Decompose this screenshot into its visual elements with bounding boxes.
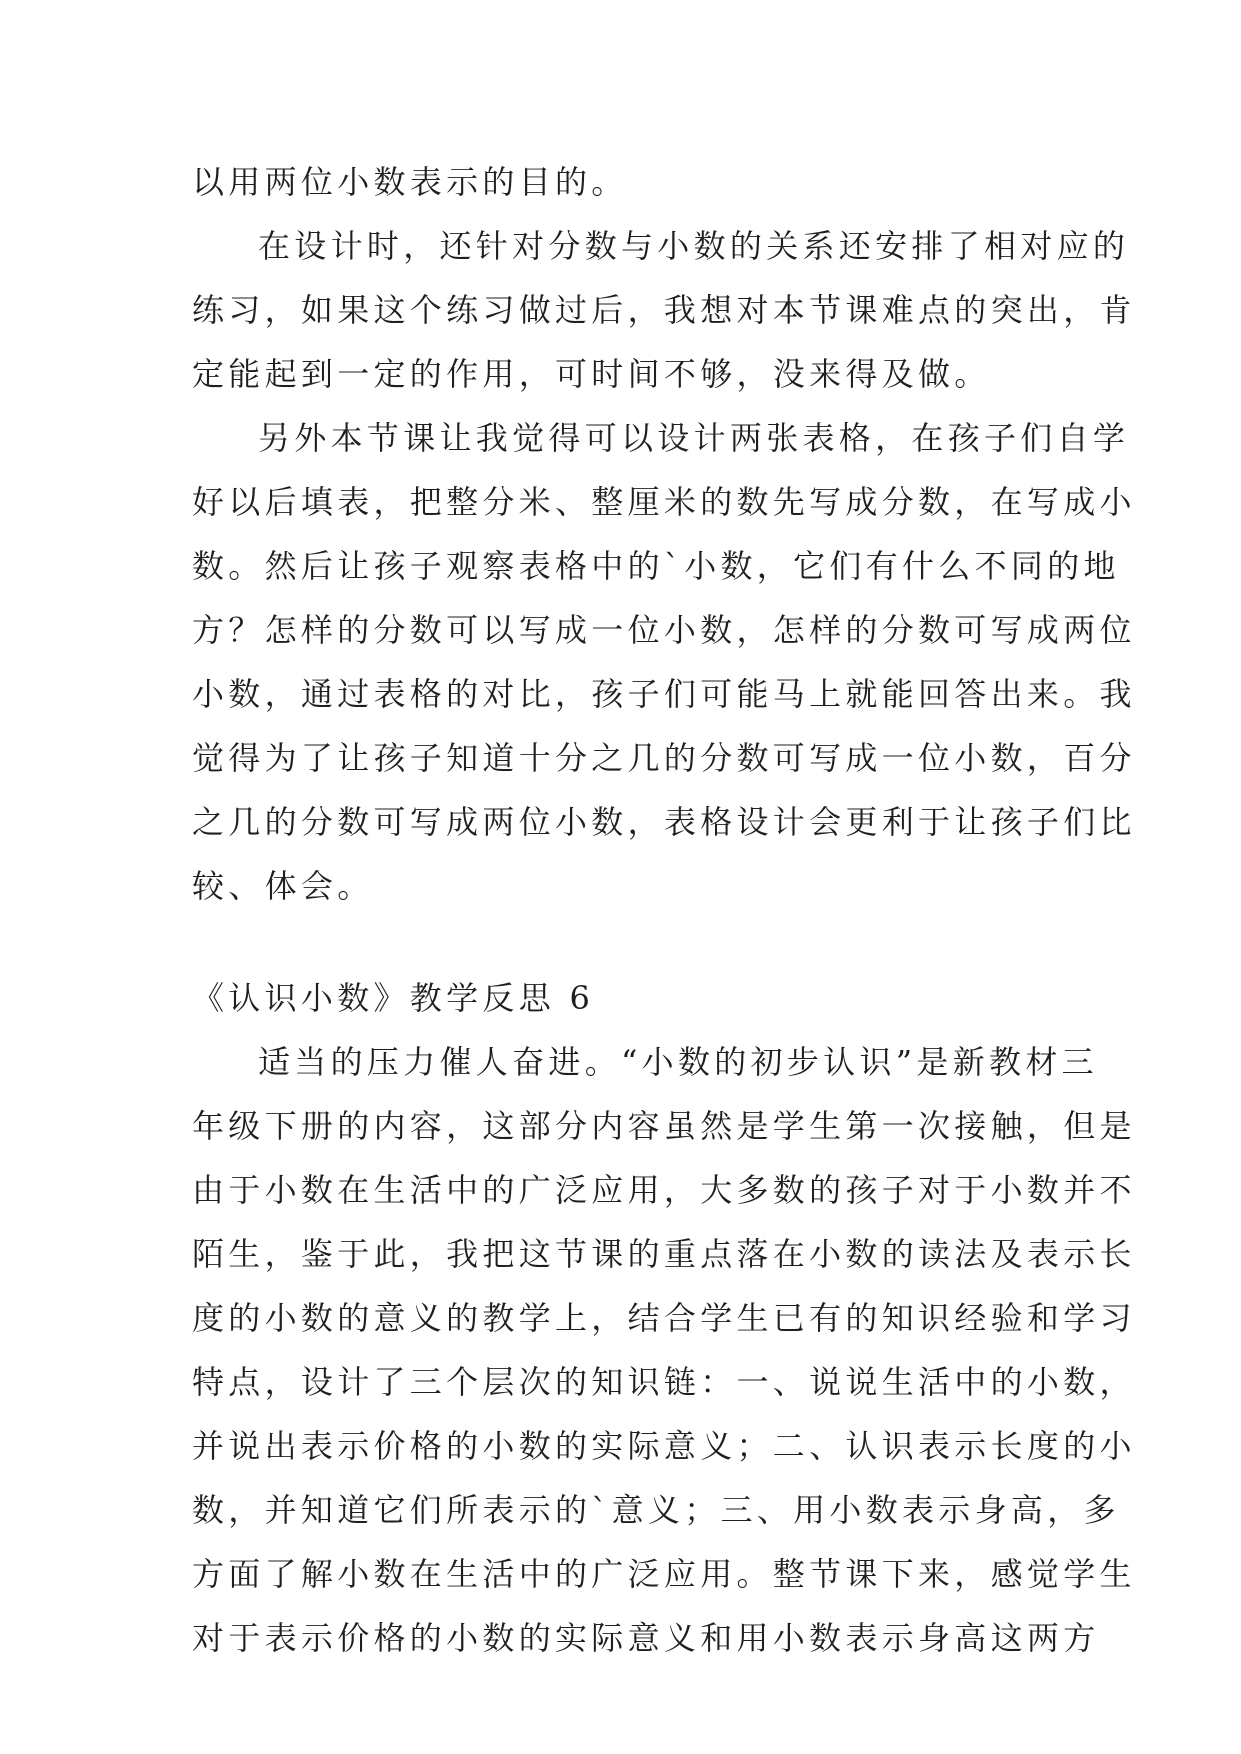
paragraph-line: 年级下册的内容，这部分内容虽然是学生第一次接触，但是: [192, 1107, 1136, 1145]
paragraph-line: 对于表示价格的小数的实际意义和用小数表示身高这两方: [192, 1619, 1100, 1657]
section-title: 《认识小数》教学反思 6: [192, 979, 595, 1017]
paragraph-line: 适当的压力催人奋进。“小数的初步认识”是新教材三: [258, 1043, 1098, 1081]
paragraph-line: 数，并知道它们所表示的`意义；三、用小数表示身高，多: [192, 1491, 1120, 1529]
paragraph-line: 由于小数在生活中的广泛应用，大多数的孩子对于小数并不: [192, 1171, 1136, 1209]
paragraph-line: 在设计时，还针对分数与小数的关系还安排了相对应的: [258, 227, 1130, 265]
section-gap: [192, 918, 1051, 966]
section-1-body: [192, 150, 1136, 918]
paragraph-line: 并说出表示价格的小数的实际意义；二、认识表示长度的小: [192, 1427, 1136, 1465]
paragraph-line: 数。然后让孩子观察表格中的`小数，它们有什么不同的地: [192, 547, 1120, 585]
paragraph-line: 练习，如果这个练习做过后，我想对本节课难点的突出，肯: [192, 291, 1136, 329]
paragraph-line: 觉得为了让孩子知道十分之几的分数可写成一位小数，百分: [192, 739, 1136, 777]
section-2: [192, 966, 1136, 1670]
paragraph-line: 陌生，鉴于此，我把这节课的重点落在小数的读法及表示长: [192, 1235, 1136, 1273]
paragraph-line: 方？怎样的分数可以写成一位小数，怎样的分数可写成两位: [192, 611, 1136, 649]
paragraph-line: 小数，通过表格的对比，孩子们可能马上就能回答出来。我: [192, 675, 1136, 713]
paragraph-line: 定能起到一定的作用，可时间不够，没来得及做。: [192, 355, 991, 393]
paragraph-line: 较、体会。: [192, 867, 374, 905]
paragraph-line: 以用两位小数表示的目的。: [192, 163, 628, 201]
paragraph-line: 特点，设计了三个层次的知识链：一、说说生活中的小数，: [192, 1363, 1136, 1401]
paragraph-line: 方面了解小数在生活中的广泛应用。整节课下来，感觉学生: [192, 1555, 1136, 1593]
paragraph-line: 另外本节课让我觉得可以设计两张表格，在孩子们自学: [258, 419, 1130, 457]
paragraph-line: 度的小数的意义的教学上，结合学生已有的知识经验和学习: [192, 1299, 1136, 1337]
paragraph-line: 好以后填表，把整分米、整厘米的数先写成分数，在写成小: [192, 483, 1136, 521]
paragraph-line: 之几的分数可写成两位小数，表格设计会更利于让孩子们比: [192, 803, 1136, 841]
